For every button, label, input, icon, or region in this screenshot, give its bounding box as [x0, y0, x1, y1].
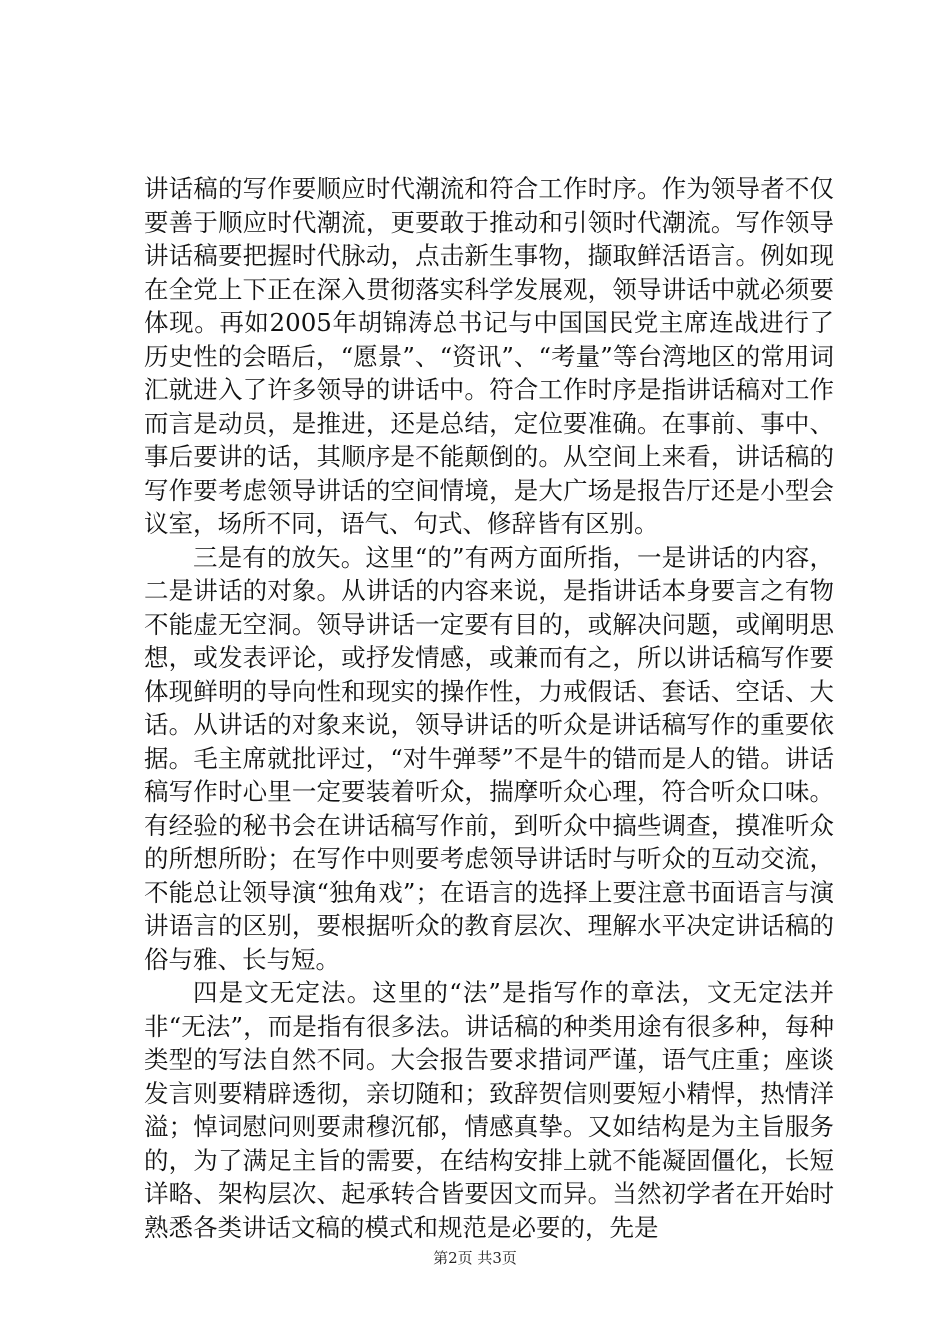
paragraph-1: 讲话稿的写作要顺应时代潮流和符合工作时序。作为领导者不仅要善于顺应时代潮流，更要敢于推动和引领时代潮流。写作领导讲话稿要把握时代脉动，点击新生事物，撷取鲜活语言。例如现在全党上下正在深入贯彻落实科学发展观，领导讲话中就必须要体现。再如2005年胡锦涛总书记与中国国民党主席连战进行了历史性的会晤后，“愿景”、“资讯”、“考量”等台湾地区的常用词汇就进入了许多领导的讲话中。符合工作时序是指讲话稿对工作而言是动员，是推进，还是总结，定位要准确。在事前、事中、事后要讲的话，其顺序是不能颠倒的。从空间上来看，讲话稿的写作要考虑领导讲话的空间情境，是大广场是报告厅还是小型会议室，场所不同，语气、句式、修辞皆有区别。: [144, 174, 834, 538]
document-body: [144, 172, 834, 1244]
paragraph-3: 四是文无定法。这里的“法”是指写作的章法，文无定法并非“无法”，而是指有很多法。讲话稿的种类用途有很多种，每种类型的写法自然不同。大会报告要求措词严谨，语气庄重；座谈发言则要精辟透彻，亲切随和；致辞贺信则要短小精悍，热情洋溢；悼词慰问则要肃穆沉郁，情感真挚。又如结构是为主旨服务的，为了满足主旨的需要，在结构安排上就不能凝固僵化，长短详略、架构层次、起承转合皆要因文而异。当然初学者在开始时熟悉各类讲话文稿的模式和规范是必要的，先是: [144, 978, 834, 1242]
page-footer: 第2页 共3页: [433, 1249, 517, 1267]
paragraph-2: 三是有的放矢。这里“的”有两方面所指，一是讲话的内容，二是讲话的对象。从讲话的内容来说，是指讲话本身要言之有物不能虚无空洞。领导讲话一定要有目的，或解决问题，或阐明思想，或发表评论，或抒发情感，或兼而有之，所以讲话稿写作要体现鲜明的导向性和现实的操作性，力戒假话、套话、空话、大话。从讲话的对象来说，领导讲话的听众是讲话稿写作的重要依据。毛主席就批评过，“对牛弹琴”不是牛的错而是人的错。讲话稿写作时心里一定要装着听众，揣摩听众心理，符合听众口味。有经验的秘书会在讲话稿写作前，到听众中搞些调查，摸准听众的所想所盼；在写作中则要考虑领导讲话时与听众的互动交流，不能总让领导演“独角戏”；在语言的选择上要注意书面语言与演讲语言的区别，要根据听众的教育层次、理解水平决定讲话稿的俗与雅、长与短。: [144, 542, 834, 974]
